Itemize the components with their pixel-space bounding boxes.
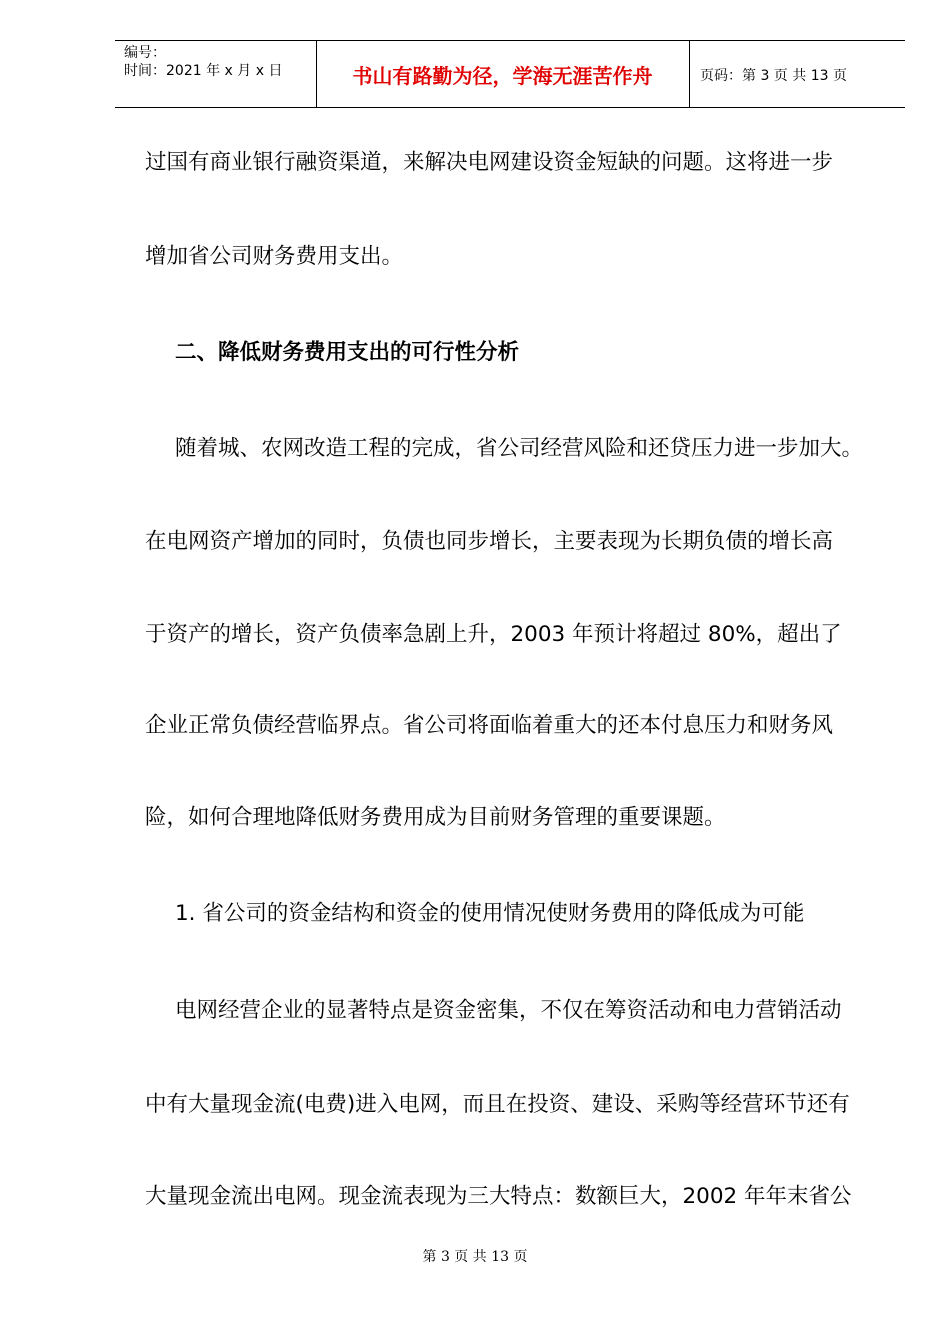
header-motto: 书山有路勤为径，学海无涯苦作舟: [352, 64, 653, 88]
header-motto-cell: [316, 41, 690, 107]
document-time-label: 时间：2021 年 x 月 x 日: [124, 63, 283, 79]
body-line: 随着城、农网改造工程的完成，省公司经营风险和还贷压力进一步加大。: [175, 436, 864, 461]
subsection-heading: 1. 省公司的资金结构和资金的使用情况使财务费用的降低成为可能: [175, 901, 805, 926]
body-line: 过国有商业银行融资渠道，来解决电网建设资金短缺的问题。这将进一步: [145, 150, 834, 175]
document-number-label: 编号：: [124, 45, 166, 61]
page-header: [115, 40, 905, 108]
body-line: 中有大量现金流(电费)进入电网，而且在投资、建设、采购等经营环节还有: [145, 1092, 850, 1117]
header-page-info: 页码：第 3 页 共 13 页: [700, 68, 847, 84]
section-heading: 二、降低财务费用支出的可行性分析: [175, 340, 520, 365]
body-line: 增加省公司财务费用支出。: [145, 244, 404, 269]
body-line: 电网经营企业的显著特点是资金密集，不仅在筹资活动和电力营销活动: [175, 998, 842, 1023]
header-meta-cell: [115, 41, 317, 107]
body-line: 大量现金流出电网。现金流表现为三大特点：数额巨大，2002 年年末省公: [145, 1184, 852, 1209]
body-line: 企业正常负债经营临界点。省公司将面临着重大的还本付息压力和财务风: [145, 713, 834, 738]
body-line: 在电网资产增加的同时，负债也同步增长，主要表现为长期负债的增长高: [145, 529, 834, 554]
page-footer: 第 3 页 共 13 页: [422, 1249, 528, 1265]
body-line: 险，如何合理地降低财务费用成为目前财务管理的重要课题。: [145, 805, 726, 830]
body-line: 于资产的增长，资产负债率急剧上升，2003 年预计将超过 80%，超出了: [145, 622, 842, 647]
header-page-cell: [690, 41, 905, 107]
